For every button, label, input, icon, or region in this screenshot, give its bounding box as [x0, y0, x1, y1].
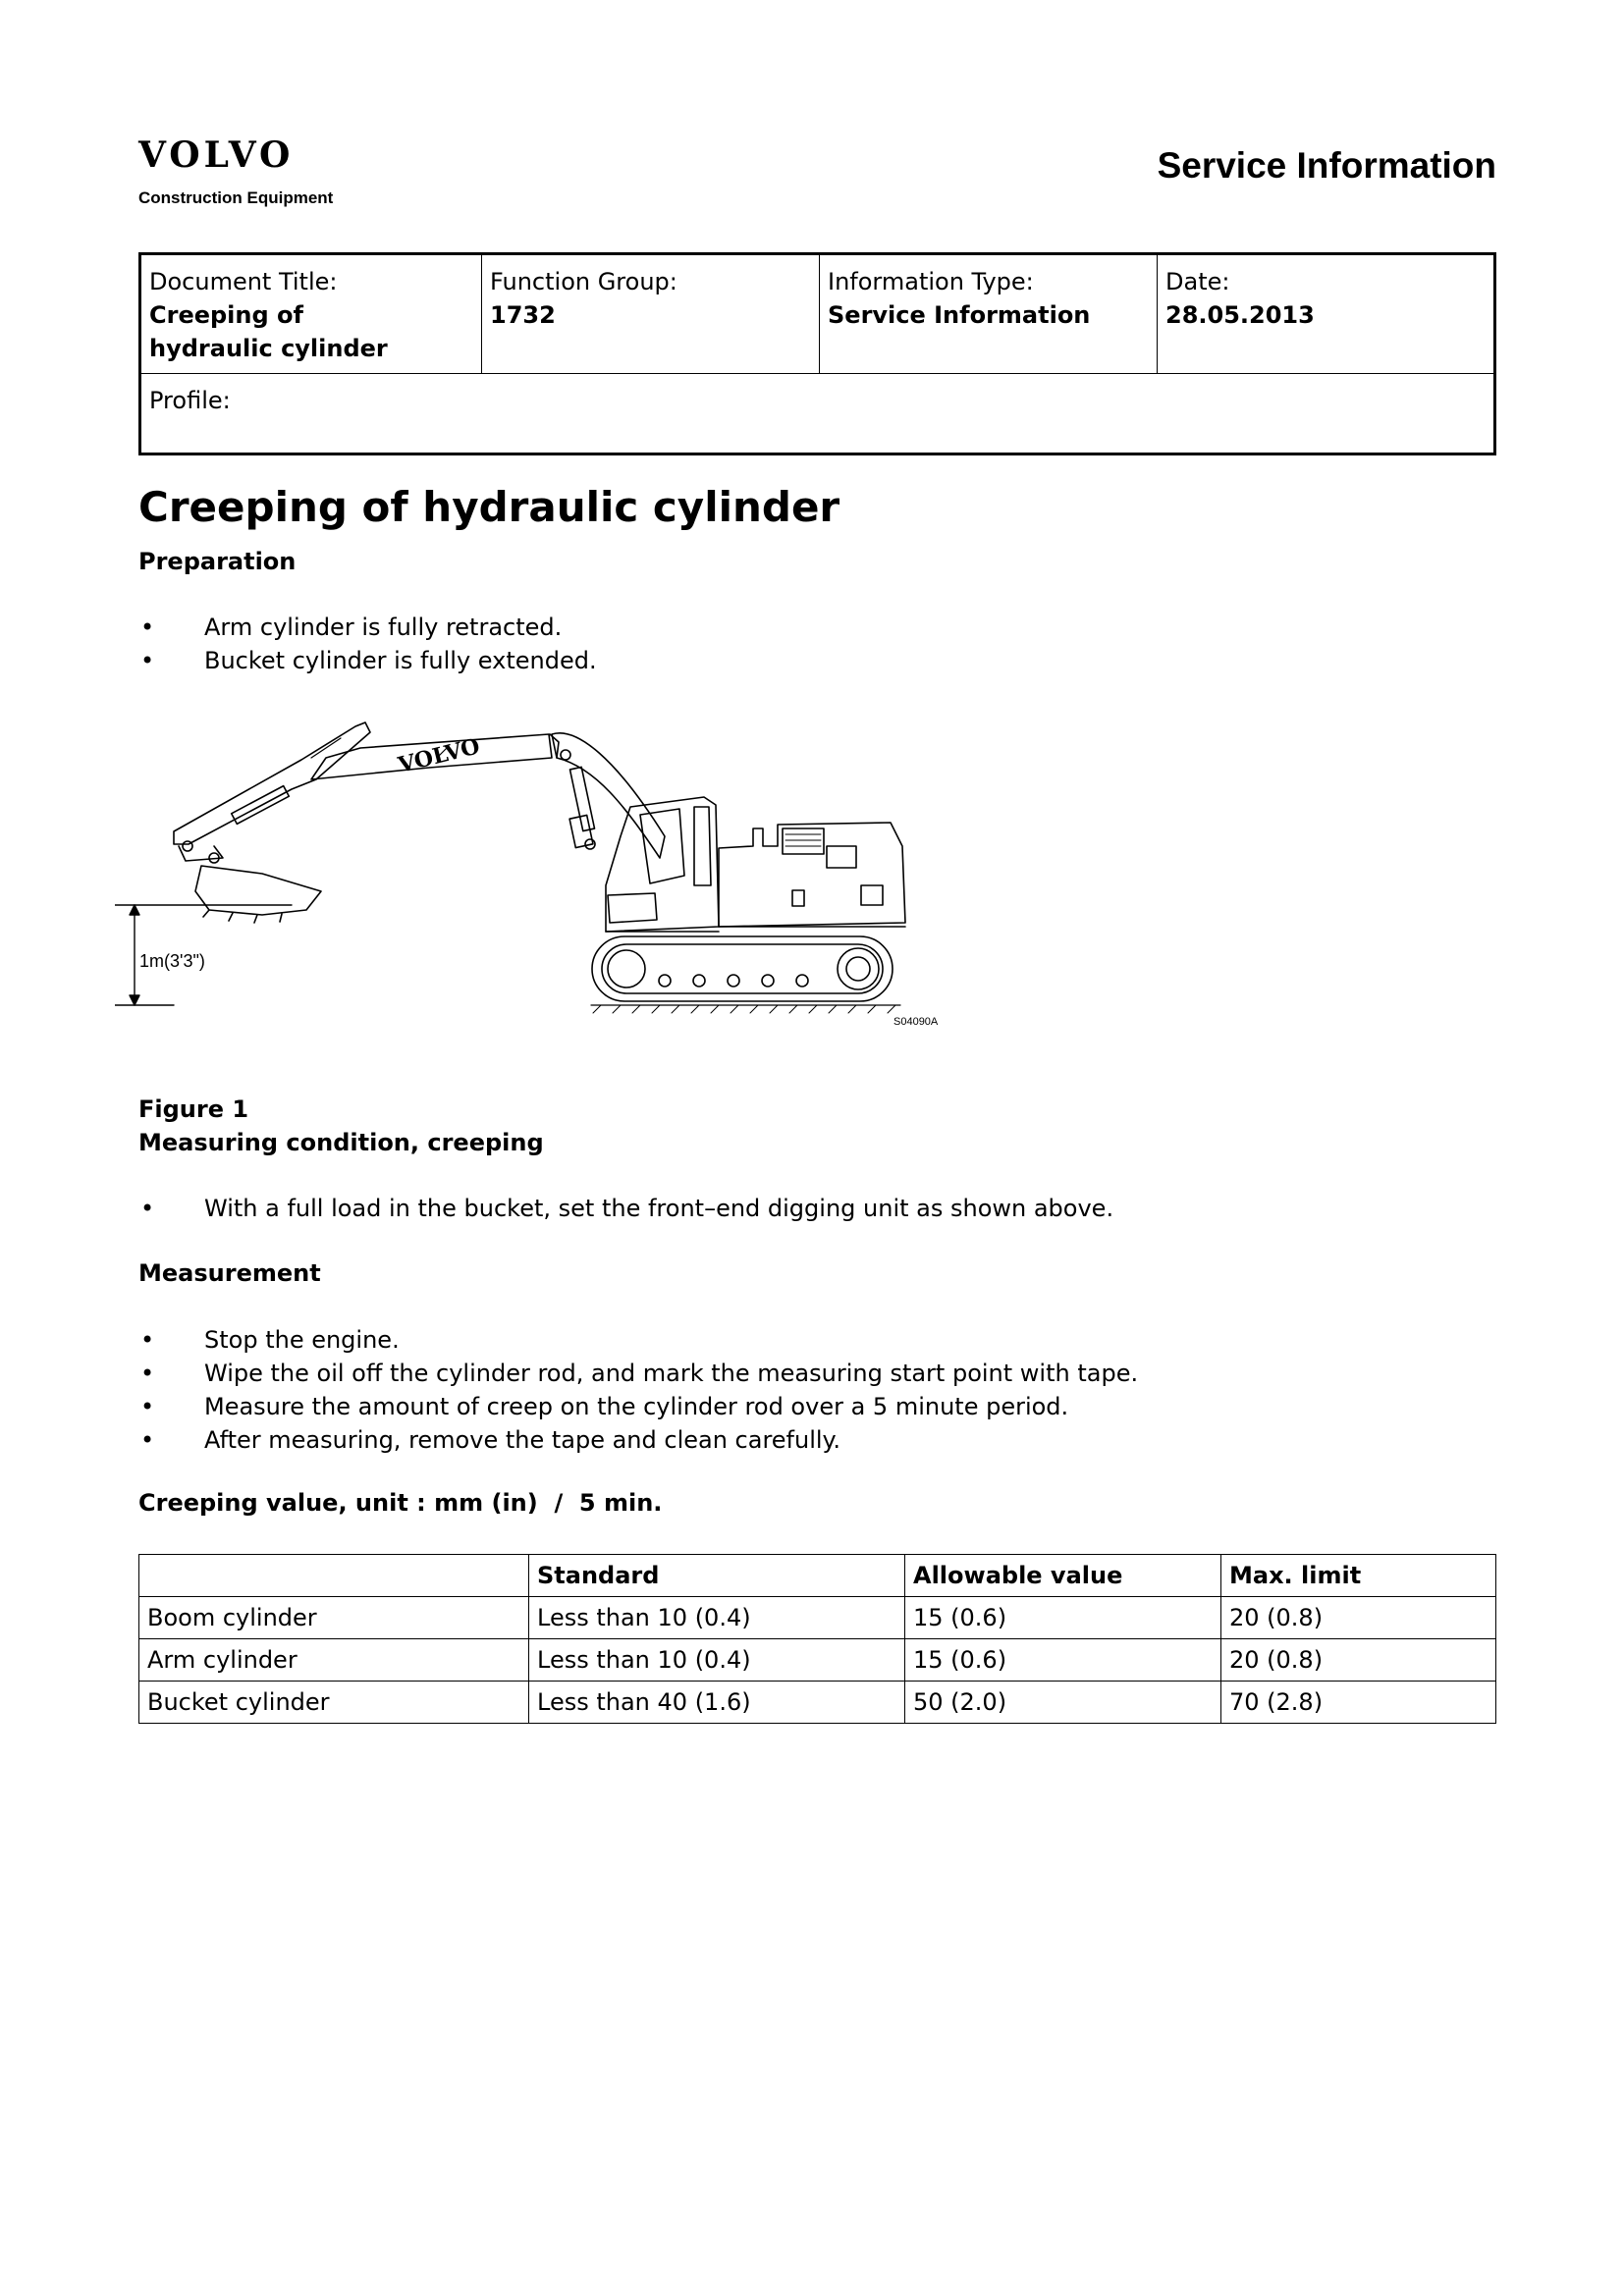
information-type-cell	[820, 254, 1158, 374]
page-title: Creeping of hydraulic cylinder	[138, 483, 840, 531]
profile-label: Profile:	[149, 387, 231, 414]
figure-caption	[138, 1093, 544, 1159]
list-item: • With a full load in the bucket, set the front–end digging unit as shown above.	[138, 1192, 1113, 1225]
list-item: • Stop the engine.	[138, 1323, 1138, 1357]
table-row	[139, 1597, 1496, 1639]
document-title-cell	[140, 254, 482, 374]
table-cell: 15 (0.6)	[905, 1597, 1221, 1639]
table-cell: Arm cylinder	[139, 1639, 529, 1682]
table-cell: 70 (2.8)	[1221, 1682, 1496, 1724]
document-title-label: Document Title:	[149, 268, 338, 295]
volvo-logo	[138, 135, 350, 208]
date-label: Date:	[1165, 268, 1230, 295]
date-value: 28.05.2013	[1165, 301, 1315, 329]
height-dimension-label: 1m(3'3")	[139, 951, 205, 971]
table-cell: Less than 10 (0.4)	[529, 1639, 905, 1682]
table-cell: 15 (0.6)	[905, 1639, 1221, 1682]
creeping-value-heading: Creeping value, unit : mm (in) / 5 min.	[138, 1489, 663, 1517]
table-cell: Less than 40 (1.6)	[529, 1682, 905, 1724]
brand-wordmark: VOLVO	[138, 134, 295, 176]
crawler-track	[592, 936, 893, 1001]
list-item: • After measuring, remove the tape and clean carefully.	[138, 1423, 1138, 1457]
date-cell	[1158, 254, 1495, 374]
creeping-value-table	[138, 1554, 1496, 1724]
list-item: • Bucket cylinder is fully extended.	[138, 644, 597, 677]
table-cell: Less than 10 (0.4)	[529, 1597, 905, 1639]
figure-code: S04090A	[893, 1016, 939, 1028]
list-item: • Arm cylinder is fully retracted.	[138, 611, 597, 644]
table-cell: 20 (0.8)	[1221, 1597, 1496, 1639]
table-cell: Bucket cylinder	[139, 1682, 529, 1724]
table-row	[139, 1682, 1496, 1724]
information-type-label: Information Type:	[828, 268, 1034, 295]
bucket	[195, 866, 321, 923]
column-header: Max. limit	[1221, 1555, 1496, 1597]
boom-brand-text: VOLVO	[395, 733, 483, 778]
measurement-heading: Measurement	[138, 1259, 321, 1287]
column-header: Allowable value	[905, 1555, 1221, 1597]
document-kind-title: Service Information	[1157, 145, 1496, 186]
table-cell: Boom cylinder	[139, 1597, 529, 1639]
ground-line	[591, 1005, 900, 1013]
function-group-cell	[482, 254, 820, 374]
preparation-heading: Preparation	[138, 548, 297, 575]
function-group-value: 1732	[490, 301, 556, 329]
table-header-row	[139, 1555, 1496, 1597]
information-type-value: Service Information	[828, 301, 1091, 329]
measurement-list	[138, 1323, 1138, 1457]
profile-cell	[140, 374, 1495, 454]
table-cell: 50 (2.0)	[905, 1682, 1221, 1724]
arm	[174, 722, 370, 863]
column-header	[139, 1555, 529, 1597]
preparation-list	[138, 611, 597, 677]
excavator-figure	[115, 699, 945, 1038]
document-metadata-table	[138, 252, 1496, 455]
figure-caption-text: Measuring condition, creeping	[138, 1129, 544, 1156]
boom	[311, 733, 665, 858]
table-row	[139, 1639, 1496, 1682]
function-group-label: Function Group:	[490, 268, 677, 295]
document-title-value: Creeping of hydraulic cylinder	[149, 301, 388, 362]
upper-structure	[606, 797, 905, 932]
figure-label: Figure 1	[138, 1095, 249, 1123]
table-cell: 20 (0.8)	[1221, 1639, 1496, 1682]
load-list	[138, 1192, 1113, 1225]
list-item: • Measure the amount of creep on the cylinder rod over a 5 minute period.	[138, 1390, 1138, 1423]
list-item: • Wipe the oil off the cylinder rod, and mark the measuring start point with tape.	[138, 1357, 1138, 1390]
brand-subtitle: Construction Equipment	[138, 188, 334, 207]
column-header: Standard	[529, 1555, 905, 1597]
